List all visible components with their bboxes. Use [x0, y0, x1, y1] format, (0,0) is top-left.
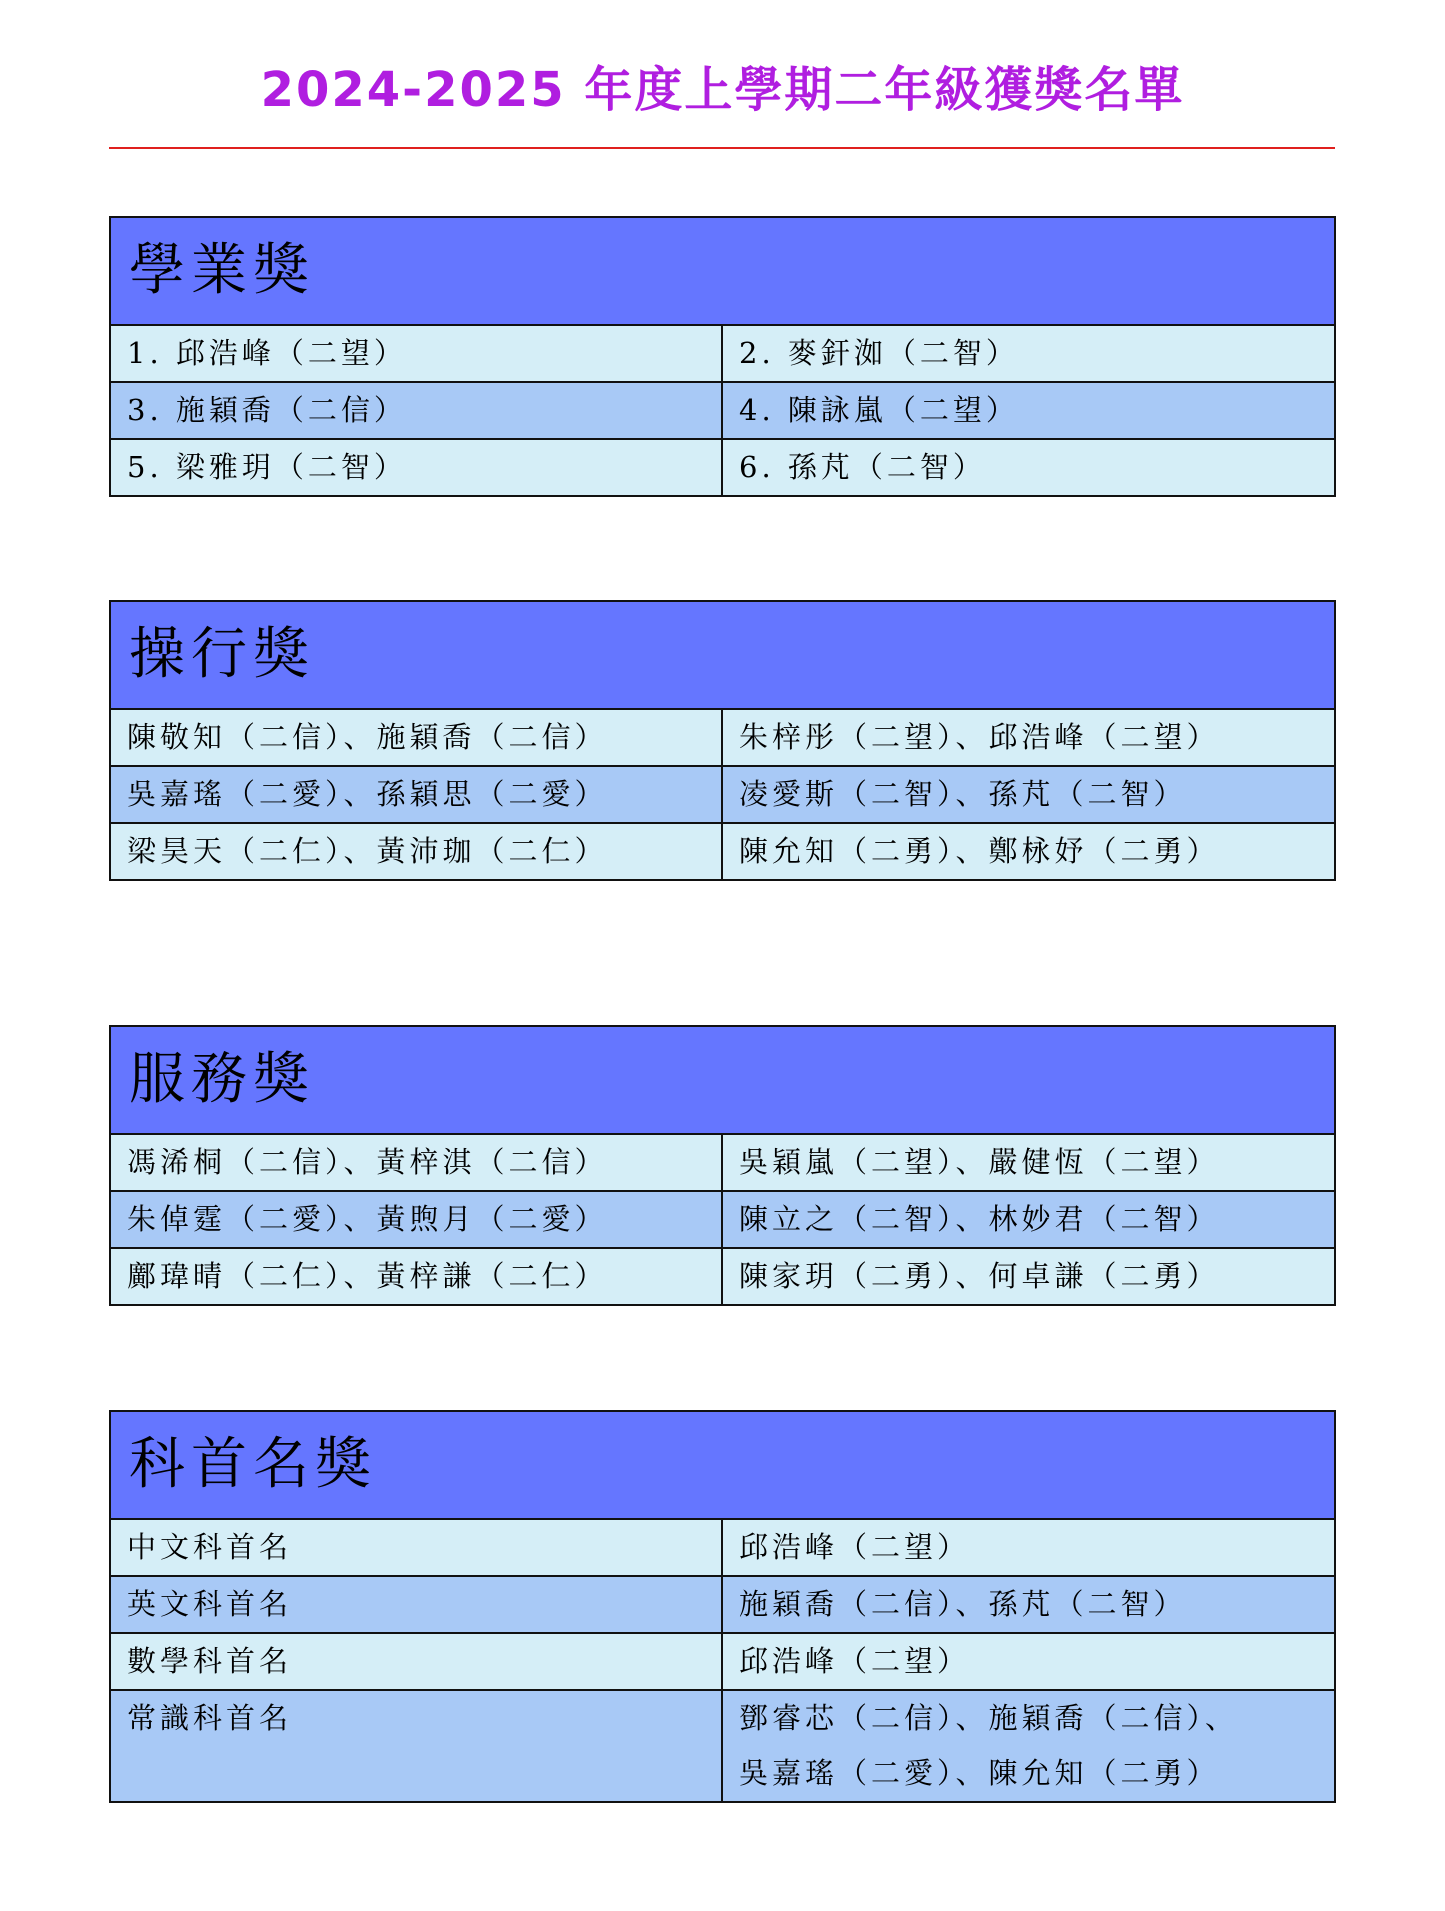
table-cell: 凌愛斯（二智）、孫芃（二智）: [722, 766, 1335, 823]
subject-label: 數學科首名: [110, 1633, 722, 1690]
table-row: [110, 823, 1335, 880]
table-row: [110, 1519, 1335, 1576]
section-heading: 服務獎: [110, 1026, 1335, 1134]
subject-label: 常識科首名: [110, 1690, 722, 1802]
section-heading: 操行獎: [110, 601, 1335, 709]
subject-label: 英文科首名: [110, 1576, 722, 1633]
table-cell: 5. 梁雅玥（二智）: [110, 439, 722, 496]
table-row: [110, 766, 1335, 823]
table-cell: 吳穎嵐（二望）、嚴健恆（二望）: [722, 1134, 1335, 1191]
table-row: [110, 1690, 1335, 1802]
table-cell: 鄺瑋晴（二仁）、黃梓謙（二仁）: [110, 1248, 722, 1305]
title-divider: [109, 147, 1335, 149]
cell-line: 鄧睿芯（二信）、施穎喬（二信）、: [739, 1701, 1239, 1735]
table-row: [110, 1248, 1335, 1305]
section-heading: 學業獎: [110, 217, 1335, 325]
table-row: [110, 1134, 1335, 1191]
table-cell: 陳立之（二智）、林妙君（二智）: [722, 1191, 1335, 1248]
table-row: [110, 709, 1335, 766]
table-cell: 2. 麥釬洳（二智）: [722, 325, 1335, 382]
table-cell: 邱浩峰（二望）: [722, 1633, 1335, 1690]
table-row: [110, 1191, 1335, 1248]
table-row: [110, 382, 1335, 439]
table-cell: 邱浩峰（二望）: [722, 1519, 1335, 1576]
page-title: 2024-2025 年度上學期二年級獲獎名單: [260, 62, 1185, 118]
table-row: [110, 1633, 1335, 1690]
table-cell: 吳嘉瑤（二愛）、孫穎思（二愛）: [110, 766, 722, 823]
subject-top-award-table: [109, 1410, 1336, 1803]
service-award-table: [109, 1025, 1336, 1306]
academic-award-table: [109, 216, 1336, 497]
conduct-award-table: [109, 600, 1336, 881]
table-row: [110, 1576, 1335, 1633]
table-row: [110, 439, 1335, 496]
table-cell: [722, 1690, 1335, 1802]
table-cell: 陳允知（二勇）、鄭栐妤（二勇）: [722, 823, 1335, 880]
subject-label: 中文科首名: [110, 1519, 722, 1576]
table-cell: 陳家玥（二勇）、何卓謙（二勇）: [722, 1248, 1335, 1305]
table-cell: 1. 邱浩峰（二望）: [110, 325, 722, 382]
table-cell: 梁昊天（二仁）、黃沛珈（二仁）: [110, 823, 722, 880]
table-cell: 4. 陳詠嵐（二望）: [722, 382, 1335, 439]
cell-line: 吳嘉瑤（二愛）、陳允知（二勇）: [739, 1756, 1220, 1790]
table-cell: 馮浠桐（二信）、黃梓淇（二信）: [110, 1134, 722, 1191]
table-cell: 朱梓彤（二望）、邱浩峰（二望）: [722, 709, 1335, 766]
section-heading: 科首名獎: [110, 1411, 1335, 1519]
table-cell: 施穎喬（二信）、孫芃（二智）: [722, 1576, 1335, 1633]
table-cell: 陳敬知（二信）、施穎喬（二信）: [110, 709, 722, 766]
table-cell: 3. 施穎喬（二信）: [110, 382, 722, 439]
table-cell: 6. 孫芃（二智）: [722, 439, 1335, 496]
table-cell: 朱倬霆（二愛）、黃煦月（二愛）: [110, 1191, 722, 1248]
table-row: [110, 325, 1335, 382]
